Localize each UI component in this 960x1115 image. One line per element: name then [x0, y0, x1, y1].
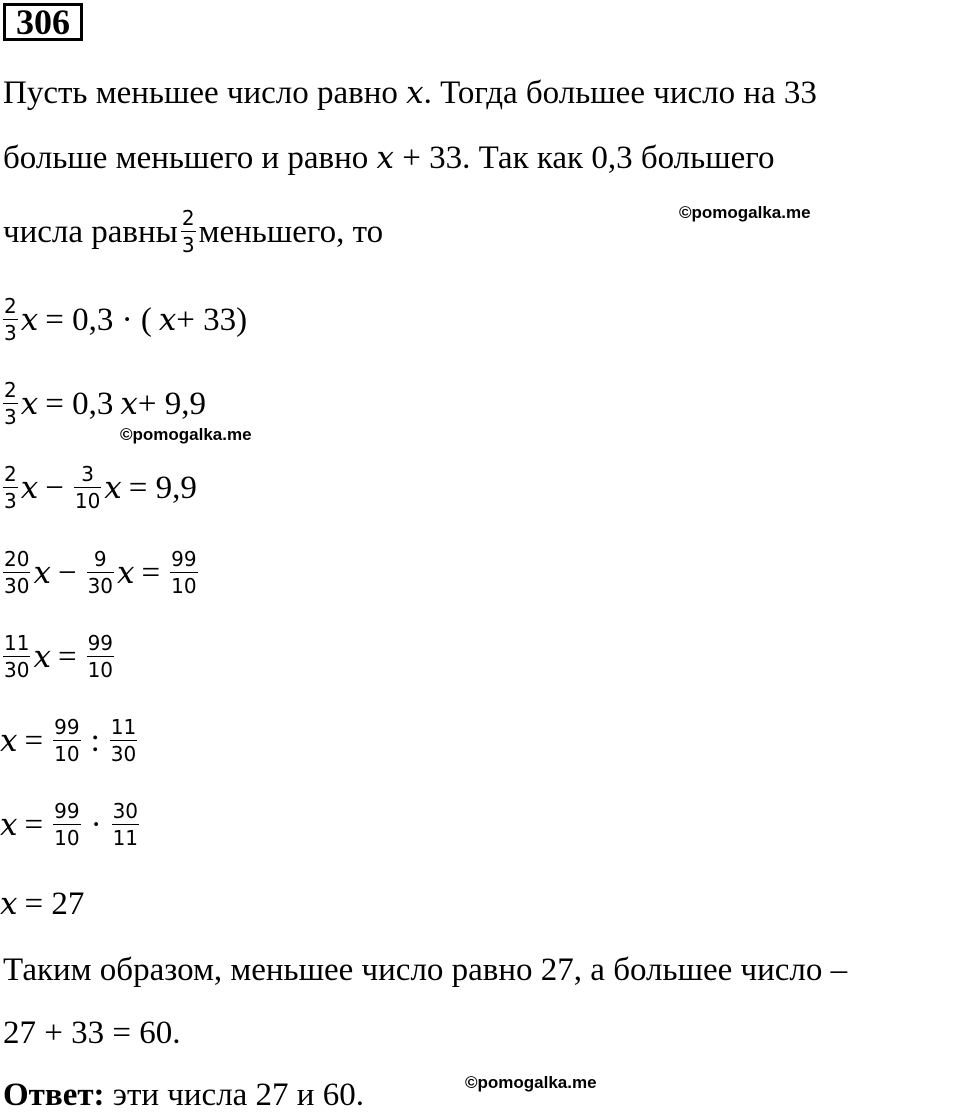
fraction: $\frac{20}{30}$	[4, 547, 30, 598]
equals-sign: =	[24, 722, 44, 759]
watermark: ©pomogalka.me	[465, 1073, 597, 1092]
fraction: $\frac{2}{3}$	[181, 206, 195, 257]
fraction: $\frac{2}{3}$	[4, 462, 17, 513]
equation-6	[0, 716, 140, 765]
minus-sign: −	[45, 469, 64, 506]
equation-4	[0, 548, 201, 597]
equation-8	[0, 884, 91, 924]
variable-x: x	[0, 886, 18, 922]
fraction: $\frac{9}{30}$	[87, 547, 114, 598]
equation-rhs: = 0,3	[45, 385, 114, 422]
conclusion-line-1: Таким образом, меньшее число равно 27, а большее число –	[3, 952, 848, 988]
variable-x: x	[20, 301, 39, 338]
watermark: ©pomogalka.me	[679, 203, 811, 222]
problem-number: 306	[3, 3, 83, 41]
equals-sign: =	[24, 806, 44, 843]
variable-x: x	[0, 722, 18, 759]
fraction: $\frac{2}{3}$	[4, 378, 17, 429]
fraction: $\frac{30}{11}$	[112, 799, 139, 850]
variable-x: x	[406, 75, 424, 111]
equation-1	[0, 295, 247, 344]
fraction: $\frac{99}{10}$	[87, 631, 114, 682]
intro-line-3	[3, 207, 383, 256]
variable-x: x	[376, 140, 394, 176]
watermark: ©pomogalka.me	[120, 425, 252, 444]
intro-text: Пусть меньшее число равно	[3, 75, 407, 111]
equation-3	[0, 463, 204, 512]
equation-rhs: + 33)	[176, 301, 248, 338]
fraction: $\frac{99}{10}$	[54, 715, 80, 766]
equation-7	[0, 800, 142, 849]
fraction: $\frac{11}{30}$	[110, 715, 137, 766]
answer-line	[3, 1075, 364, 1115]
fraction: $\frac{99}{10}$	[171, 547, 197, 598]
equation-rhs: = 27	[24, 886, 85, 922]
variable-x: x	[158, 301, 177, 338]
fraction: $\frac{99}{10}$	[54, 799, 80, 850]
intro-text: . Тогда большее число на 33	[423, 75, 817, 111]
answer-label: Ответ:	[3, 1077, 105, 1113]
fraction: $\frac{2}{3}$	[4, 294, 17, 345]
variable-x: x	[104, 469, 122, 506]
variable-x: x	[0, 806, 18, 843]
minus-sign: −	[57, 554, 77, 591]
variable-x: x	[120, 385, 138, 422]
intro-text: больше меньшего и равно	[3, 140, 377, 176]
variable-x: x	[20, 469, 39, 506]
equals-sign: =	[141, 554, 161, 591]
intro-text: меньшего, то	[198, 213, 384, 250]
equals-sign: =	[57, 638, 77, 675]
equation-rhs: + 9,9	[137, 385, 206, 422]
variable-x: x	[20, 385, 39, 422]
fraction: $\frac{3}{10}$	[74, 462, 101, 513]
equation-rhs: = 0,3 · (	[45, 301, 152, 338]
intro-text: числа равны	[3, 213, 178, 250]
intro-line-2	[3, 138, 774, 178]
conclusion-line-2: 27 + 33 = 60.	[3, 1015, 181, 1051]
fraction: $\frac{11}{30}$	[4, 631, 30, 682]
intro-line-1	[3, 73, 817, 113]
colon-sign: :	[90, 722, 100, 759]
equation-5	[0, 632, 117, 681]
dot-sign: ·	[90, 806, 102, 843]
intro-text: + 33. Так как 0,3 большего	[393, 140, 775, 176]
answer-text: эти числа 27 и 60.	[104, 1077, 364, 1113]
equation-2	[0, 379, 206, 428]
variable-x: x	[33, 638, 51, 675]
variable-x: x	[117, 554, 135, 591]
variable-x: x	[33, 554, 51, 591]
equation-rhs: = 9,9	[128, 469, 197, 506]
